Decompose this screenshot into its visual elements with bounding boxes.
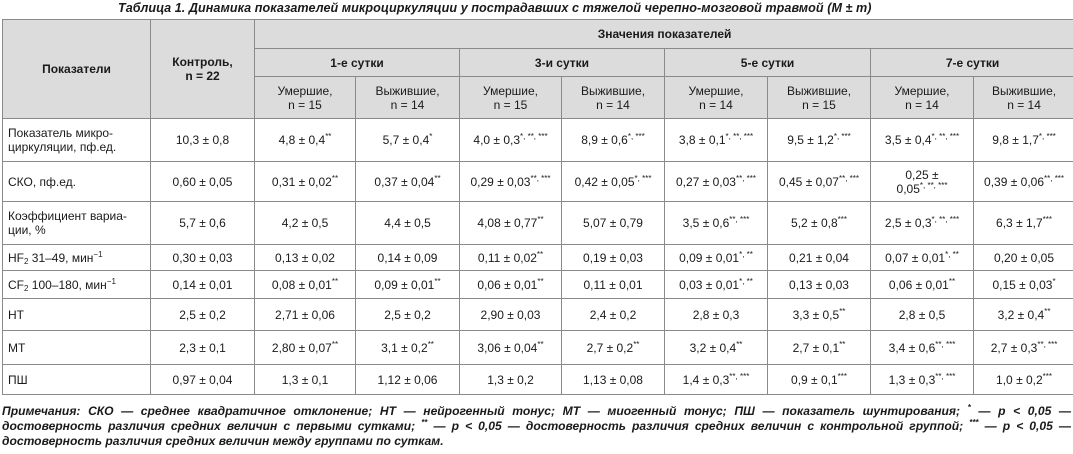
cell-value: 0,14 ± 0,09 [377, 250, 438, 265]
control-cell [151, 245, 255, 271]
notes-marker-1: * [967, 403, 971, 412]
value-cell [768, 202, 871, 245]
value-cell [665, 245, 768, 271]
significance-marker: *** [837, 371, 847, 381]
table-header [3, 20, 1073, 119]
value-cell [768, 331, 871, 365]
notes-marker-2: ** [421, 418, 428, 427]
value-cell [974, 299, 1073, 331]
table-notes [2, 404, 1071, 449]
cell-value: 3,2 ± 0,4 [689, 340, 737, 355]
header-values-group: Значения показателей [255, 20, 1073, 49]
significance-marker: *, **, *** [520, 132, 548, 141]
significance-marker: ** [536, 249, 544, 259]
significance-marker: ** [633, 339, 640, 349]
value-cell [974, 202, 1073, 245]
row-label-text: Коэффициент вариа- ции, % [8, 209, 127, 237]
cell-value: 0,11 ± 0,01 [583, 277, 643, 292]
table-row [3, 331, 1073, 365]
value-cell [356, 202, 460, 245]
value-cell [768, 119, 871, 162]
row-label-superscript: −1 [93, 249, 103, 259]
cell-value: 5,2 ± 0,8 [791, 216, 838, 230]
significance-marker: *** [1042, 215, 1053, 224]
significance-marker: ** [537, 339, 544, 349]
cell-value: 3,2 ± 0,4 [997, 307, 1045, 322]
header-day: 7-е сутки [871, 49, 1073, 77]
significance-marker: ** [427, 339, 434, 349]
cell-value: 2,3 ± 0,1 [179, 340, 226, 355]
control-cell [151, 202, 255, 245]
value-cell [460, 245, 562, 271]
value-cell [255, 331, 356, 365]
significance-marker: **, *** [729, 215, 750, 224]
cell-value: 1,3 ± 0,3 [888, 372, 936, 387]
cell-value: 0,39 ± 0,06 [984, 174, 1045, 189]
significance-marker: **, *** [838, 173, 859, 183]
value-cell [255, 202, 356, 245]
value-cell [871, 202, 974, 245]
value-cell [562, 119, 665, 162]
table-row [3, 271, 1073, 299]
table-row [3, 299, 1073, 331]
value-cell [871, 162, 974, 202]
value-cell [460, 271, 562, 299]
cell-value: 0,31 ± 0,02 [271, 174, 332, 189]
value-cell [460, 365, 562, 395]
value-cell [460, 331, 562, 365]
table-row [3, 365, 1073, 395]
value-cell [665, 331, 768, 365]
value-cell [356, 162, 460, 202]
control-cell [151, 162, 255, 202]
cell-value: 4,0 ± 0,3 [473, 133, 521, 147]
significance-marker: **, *** [1037, 339, 1058, 349]
cell-value: 1,3 ± 0,1 [281, 372, 329, 387]
cell-value: 10,3 ± 0,8 [175, 133, 230, 147]
value-cell [974, 365, 1073, 395]
cell-value: 2,71 ± 0,06 [275, 307, 335, 322]
cell-value: 2,5 ± 0,2 [384, 307, 431, 322]
value-cell [871, 331, 974, 365]
value-cell [356, 271, 460, 299]
cell-value: 0,03 ± 0,01 [679, 277, 740, 292]
value-cell [562, 299, 665, 331]
cell-value: 0,19 ± 0,03 [583, 250, 643, 265]
significance-marker: * [1052, 276, 1056, 286]
value-cell [562, 331, 665, 365]
cell-value: 9,8 ± 1,7 [992, 133, 1039, 147]
significance-marker: *, ** [945, 249, 959, 259]
row-label [3, 299, 151, 331]
value-cell [356, 299, 460, 331]
value-cell [255, 245, 356, 271]
cell-value: 1,0 ± 0,2 [996, 372, 1043, 387]
row-label-text: HF [8, 250, 24, 265]
row-label-text: МТ [8, 340, 26, 355]
value-cell [356, 119, 460, 162]
header-group [460, 77, 562, 119]
value-cell [768, 271, 871, 299]
cell-value: 3,8 ± 0,1 [678, 133, 726, 147]
significance-marker: * [429, 132, 433, 141]
significance-marker: ** [839, 339, 846, 349]
row-label-text: НТ [8, 307, 24, 322]
value-cell [562, 365, 665, 395]
value-cell [665, 365, 768, 395]
notes-part-1: Примечания: СКО — среднее квадратичное отклонение; НТ — нейрогенный тонус; МТ — миогенный тонус; ПШ — показатель шунтирования; [2, 404, 968, 418]
significance-marker: **, *** [935, 371, 956, 381]
header-control [151, 20, 255, 119]
significance-marker: *, ** [739, 249, 753, 259]
cell-value: 3,06 ± 0,04 [477, 340, 538, 355]
significance-marker: *, ** [739, 276, 753, 286]
notes-part-3: — р < 0,05 — достоверность различия средних величин с контрольной группой; [427, 419, 970, 433]
value-cell [255, 119, 356, 162]
significance-marker: *, *** [627, 132, 645, 141]
value-cell [665, 271, 768, 299]
control-cell [151, 365, 255, 395]
value-cell [562, 271, 665, 299]
cell-value: 0,25 ± 0,05 [896, 167, 939, 196]
value-cell [768, 299, 871, 331]
cell-value: 0,60 ± 0,05 [172, 174, 233, 189]
cell-value: 2,7 ± 0,1 [792, 340, 840, 355]
header-group-text: Умершие, n = 14 [894, 83, 950, 112]
value-cell [665, 202, 768, 245]
cell-value: 0,42 ± 0,05 [574, 174, 635, 189]
value-cell [255, 365, 356, 395]
control-cell [151, 299, 255, 331]
significance-marker: *, **, *** [931, 215, 960, 224]
header-day: 5-е сутки [665, 49, 871, 77]
microcirculation-table [2, 19, 1073, 395]
row-label [3, 245, 151, 271]
cell-value: 0,09 ± 0,01 [679, 250, 740, 265]
cell-value: 0,06 ± 0,01 [477, 277, 538, 292]
header-group-text: Умершие, n = 14 [688, 83, 744, 112]
cell-value: 0,06 ± 0,01 [888, 277, 949, 292]
table-row [3, 202, 1073, 245]
row-label-subscript: 2 [24, 256, 29, 266]
value-cell [665, 299, 768, 331]
cell-value: 2,7 ± 0,2 [586, 340, 634, 355]
significance-marker: *, *** [634, 173, 652, 183]
significance-marker: ** [434, 276, 441, 286]
cell-value: 1,3 ± 0,2 [487, 372, 534, 387]
value-cell [460, 299, 562, 331]
header-group [871, 77, 974, 119]
cell-value: 3,1 ± 0,2 [381, 340, 428, 355]
significance-marker: ** [736, 339, 743, 349]
significance-marker: *** [837, 215, 847, 224]
header-group [665, 77, 768, 119]
control-cell [151, 331, 255, 365]
header-indicators: Показатели [3, 20, 151, 119]
value-cell [871, 119, 974, 162]
cell-value: 3,5 ± 0,4 [884, 133, 932, 147]
value-cell [255, 162, 356, 202]
header-group-text: Выжившие, n = 14 [580, 83, 646, 112]
significance-marker: ** [948, 276, 956, 286]
cell-value: 0,37 ± 0,04 [374, 174, 435, 189]
value-cell [460, 202, 562, 245]
value-cell [460, 162, 562, 202]
cell-value: 2,5 ± 0,2 [179, 307, 226, 322]
cell-value: 0,08 ± 0,01 [271, 277, 332, 292]
cell-value: 3,3 ± 0,5 [792, 307, 840, 322]
significance-marker: ** [325, 132, 332, 141]
row-label-text: СКО, пф.ед. [8, 174, 76, 189]
cell-value: 4,8 ± 0,4 [278, 133, 326, 147]
value-cell [768, 162, 871, 202]
cell-value: 2,5 ± 0,3 [884, 216, 932, 230]
cell-value: 6,3 ± 1,7 [996, 216, 1043, 230]
value-cell [562, 245, 665, 271]
cell-value: 8,9 ± 0,6 [581, 133, 628, 147]
header-day: 1-е сутки [255, 49, 460, 77]
header-group [974, 77, 1073, 119]
significance-marker: **, *** [735, 173, 756, 183]
value-cell [974, 162, 1073, 202]
row-label [3, 202, 151, 245]
significance-marker: ** [839, 306, 846, 316]
significance-marker: *, *** [833, 132, 851, 141]
cell-value: 9,5 ± 1,2 [787, 133, 834, 147]
value-cell [562, 202, 665, 245]
significance-marker: *, **, *** [931, 132, 960, 141]
value-cell [665, 162, 768, 202]
table-row [3, 245, 1073, 271]
value-cell [460, 119, 562, 162]
significance-marker: ** [434, 173, 441, 183]
cell-value: 0,21 ± 0,04 [789, 250, 849, 265]
control-cell [151, 119, 255, 162]
cell-value: 0,27 ± 0,03 [676, 174, 736, 189]
significance-marker: **, *** [935, 339, 956, 349]
significance-marker: **, *** [729, 371, 750, 381]
significance-marker: *, **, *** [725, 132, 754, 141]
row-label-text: ПШ [8, 372, 28, 387]
header-group-text: Умершие, n = 15 [277, 83, 333, 112]
notes-marker-3: *** [969, 418, 979, 427]
value-cell [356, 365, 460, 395]
value-cell [974, 331, 1073, 365]
cell-value: 0,30 ± 0,03 [172, 250, 233, 265]
value-cell [871, 365, 974, 395]
table-row [3, 162, 1073, 202]
significance-marker: ** [537, 215, 544, 224]
cell-value: 0,15 ± 0,03 [992, 277, 1053, 292]
cell-value: 0,20 ± 0,05 [994, 250, 1055, 265]
cell-value: 4,4 ± 0,5 [384, 216, 431, 230]
row-label-text-suffix: 31–49, мин [28, 250, 94, 265]
cell-value: 3,5 ± 0,6 [682, 216, 730, 230]
significance-marker: **, *** [530, 173, 551, 183]
significance-marker: ** [331, 276, 339, 286]
value-cell [665, 119, 768, 162]
value-cell [768, 245, 871, 271]
row-label [3, 365, 151, 395]
cell-value: 4,2 ± 0,5 [281, 216, 329, 230]
significance-marker: **, *** [1044, 173, 1065, 183]
value-cell [974, 245, 1073, 271]
cell-value: 0,29 ± 0,03 [470, 174, 531, 189]
header-group [356, 77, 460, 119]
significance-marker: *, *** [1038, 132, 1056, 141]
value-cell [356, 245, 460, 271]
value-cell [871, 299, 974, 331]
row-label-text-suffix: 100–180, мин [28, 277, 107, 292]
header-group-text: Выжившие, n = 14 [375, 83, 440, 112]
cell-value: 3,4 ± 0,6 [888, 340, 936, 355]
cell-value: 0,9 ± 0,1 [791, 372, 838, 387]
significance-marker: ** [1044, 306, 1051, 316]
row-label-subscript: 2 [24, 283, 29, 293]
cell-value: 2,7 ± 0,3 [990, 340, 1038, 355]
row-label-text: Показатель микро- циркуляции, пф.ед. [8, 126, 117, 154]
value-cell [255, 299, 356, 331]
header-group [768, 77, 871, 119]
header-group-text: Умершие, n = 15 [482, 83, 539, 112]
cell-value: 4,08 ± 0,77 [477, 216, 538, 230]
cell-value: 0,07 ± 0,01 [885, 250, 946, 265]
value-cell [871, 271, 974, 299]
significance-marker: *, **, *** [919, 180, 948, 190]
row-label [3, 331, 151, 365]
cell-value: 5,07 ± 0,79 [583, 216, 643, 230]
cell-value: 1,4 ± 0,3 [682, 372, 730, 387]
cell-value: 0,11 ± 0,02 [477, 250, 537, 265]
row-label-superscript: −1 [106, 276, 116, 286]
cell-value: 2,90 ± 0,03 [480, 307, 541, 322]
header-group-text: Выжившие, n = 14 [992, 83, 1057, 112]
cell-value: 0,09 ± 0,01 [374, 277, 435, 292]
cell-value: 0,13 ± 0,02 [275, 250, 335, 265]
cell-value: 0,14 ± 0,01 [172, 277, 233, 292]
row-label [3, 271, 151, 299]
row-label-text: CF [8, 277, 24, 292]
notes-part-2: — р < 0,05 — достоверность различия средних величин с первыми сутками; [2, 404, 1071, 433]
cell-value: 0,45 ± 0,07 [779, 174, 839, 189]
value-cell [255, 271, 356, 299]
header-group-text: Выжившие, n = 15 [786, 83, 852, 112]
value-cell [974, 119, 1073, 162]
table-caption: Таблица 1. Динамика показателей микроциркуляции у пострадавших с тяжелой черепно-мозговой травмой (M ± m) [118, 1, 872, 15]
cell-value: 1,12 ± 0,06 [377, 372, 438, 387]
significance-marker: ** [331, 173, 339, 183]
cell-value: 5,7 ± 0,6 [179, 216, 226, 230]
control-cell [151, 271, 255, 299]
cell-value: 2,8 ± 0,5 [898, 307, 946, 322]
significance-marker: ** [537, 276, 544, 286]
significance-marker: ** [331, 339, 339, 349]
value-cell [768, 365, 871, 395]
cell-value: 0,97 ± 0,04 [172, 372, 233, 387]
cell-value: 2,8 ± 0,3 [692, 307, 740, 322]
table-row [3, 119, 1073, 162]
cell-value: 2,80 ± 0,07 [271, 340, 332, 355]
cell-value: 0,13 ± 0,03 [789, 277, 849, 292]
significance-marker: *** [1042, 371, 1053, 381]
header-group [255, 77, 356, 119]
cell-value: 2,4 ± 0,2 [589, 307, 637, 322]
header-day: 3-и сутки [460, 49, 665, 77]
row-label [3, 162, 151, 202]
row-label [3, 119, 151, 162]
table-body [3, 119, 1073, 395]
header-control-text: Контроль, n = 22 [172, 55, 233, 83]
value-cell [562, 162, 665, 202]
value-cell [871, 245, 974, 271]
header-group [562, 77, 665, 119]
cell-value: 5,7 ± 0,4 [382, 133, 430, 147]
cell-value: 1,13 ± 0,08 [583, 372, 643, 387]
value-cell [974, 271, 1073, 299]
notes-part-4: — р < 0,05 — достоверность различия средних величин между группами по суткам. [2, 419, 1071, 448]
value-cell [356, 331, 460, 365]
